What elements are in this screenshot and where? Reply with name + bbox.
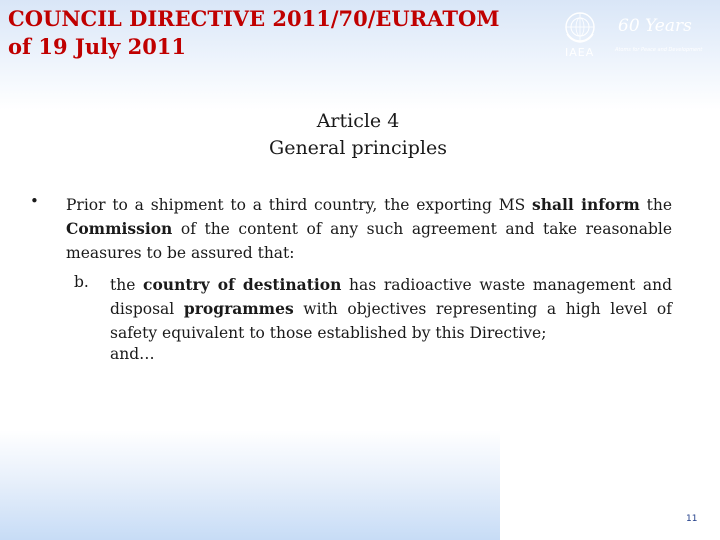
sub-item-text: with objectives representing a high level of safety equivalent to those established by this Directive; xyxy=(110,300,673,342)
logo-abbreviation: IAEA xyxy=(565,46,595,59)
article-subtitle: General principles xyxy=(269,137,447,159)
sub-item-paragraph xyxy=(110,273,672,345)
sub-item-continuation: and… xyxy=(110,345,155,363)
emphasis-programmes: programmes xyxy=(183,299,294,318)
title-line-2: of 19 July 2011 xyxy=(8,34,187,59)
paragraph-text: the xyxy=(639,196,672,214)
sub-item-marker: b. xyxy=(74,273,89,291)
article-number: Article 4 xyxy=(316,110,400,132)
logo-anniversary: 60 Years xyxy=(618,16,692,36)
sub-item-text: has radioactive waste management and disposal xyxy=(110,276,673,318)
paragraph-text: Prior to a shipment to a third country, the exporting MS xyxy=(66,196,532,214)
bullet-marker: • xyxy=(30,192,39,210)
title-line-1: COUNCIL DIRECTIVE 2011/70/EURATOM xyxy=(8,6,500,31)
page-number: 11 xyxy=(686,514,698,524)
emphasis-country-of-destination: country of destination xyxy=(143,275,342,294)
slide-title xyxy=(8,5,500,61)
article-heading xyxy=(0,108,716,162)
emphasis-commission: Commission xyxy=(66,219,173,238)
main-paragraph xyxy=(66,193,672,265)
logo-tagline: Atoms for Peace and Development xyxy=(615,47,703,53)
sub-item-text: the xyxy=(110,276,144,294)
emphasis-shall-inform: shall inform xyxy=(532,195,640,214)
footer-background xyxy=(0,430,500,540)
paragraph-text: of the content of any such agreement and take reasonable measures to be assured that: xyxy=(66,220,672,262)
un-emblem-icon xyxy=(563,10,597,44)
iaea-logo xyxy=(563,10,713,60)
